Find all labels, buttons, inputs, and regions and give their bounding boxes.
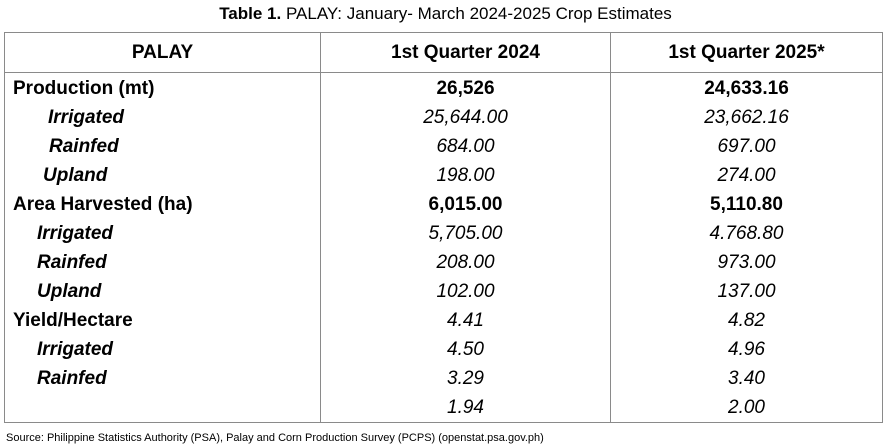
cell-q1-2025: 4.768.80 xyxy=(611,219,883,248)
cell-q1-2025: 4.96 xyxy=(611,335,883,364)
row-label: Production (mt) xyxy=(5,73,321,104)
table-row-area-rainfed xyxy=(5,248,883,277)
table-row-production xyxy=(5,73,883,104)
caption-title: PALAY: January- March 2024-2025 Crop Estimates xyxy=(281,4,672,23)
cell-q1-2024: 198.00 xyxy=(321,161,611,190)
cell-q1-2024: 208.00 xyxy=(321,248,611,277)
row-label: Irrigated xyxy=(5,103,321,132)
header-row xyxy=(5,33,883,73)
row-label xyxy=(5,393,321,423)
cell-q1-2025: 137.00 xyxy=(611,277,883,306)
cell-q1-2025: 697.00 xyxy=(611,132,883,161)
row-label: Yield/Hectare xyxy=(5,306,321,335)
table-row-area-upland xyxy=(5,277,883,306)
table-row-yield-rainfed xyxy=(5,364,883,393)
header-q1-2025: 1st Quarter 2025* xyxy=(611,33,883,73)
row-label: Irrigated xyxy=(5,335,321,364)
header-q1-2024: 1st Quarter 2024 xyxy=(321,33,611,73)
cell-q1-2025: 3.40 xyxy=(611,364,883,393)
table-caption xyxy=(0,2,891,26)
cell-q1-2025: 23,662.16 xyxy=(611,103,883,132)
caption-number: Table 1. xyxy=(219,4,282,23)
row-label: Upland xyxy=(5,161,321,190)
cell-q1-2025: 2.00 xyxy=(611,393,883,423)
crop-estimates-table xyxy=(4,32,883,423)
cell-q1-2024: 25,644.00 xyxy=(321,103,611,132)
row-label: Rainfed xyxy=(5,248,321,277)
row-label: Rainfed xyxy=(5,132,321,161)
cell-q1-2024: 5,705.00 xyxy=(321,219,611,248)
cell-q1-2024: 4.50 xyxy=(321,335,611,364)
header-palay: PALAY xyxy=(5,33,321,73)
cell-q1-2025: 4.82 xyxy=(611,306,883,335)
table-row-production-upland xyxy=(5,161,883,190)
cell-q1-2024: 6,015.00 xyxy=(321,190,611,219)
cell-q1-2024: 684.00 xyxy=(321,132,611,161)
cell-q1-2024: 3.29 xyxy=(321,364,611,393)
cell-q1-2025: 5,110.80 xyxy=(611,190,883,219)
table-row-yield xyxy=(5,306,883,335)
cell-q1-2025: 274.00 xyxy=(611,161,883,190)
table-row-yield-unlabeled xyxy=(5,393,883,423)
source-note: Source: Philippine Statistics Authority (PSA), Palay and Corn Production Survey (PCPS) (openstat.psa.gov.ph) xyxy=(6,432,544,444)
cell-q1-2024: 26,526 xyxy=(321,73,611,104)
cell-q1-2024: 1.94 xyxy=(321,393,611,423)
row-label: Area Harvested (ha) xyxy=(5,190,321,219)
cell-q1-2024: 4.41 xyxy=(321,306,611,335)
row-label: Irrigated xyxy=(5,219,321,248)
table-row-area-harvested xyxy=(5,190,883,219)
table-row-yield-irrigated xyxy=(5,335,883,364)
cell-q1-2025: 973.00 xyxy=(611,248,883,277)
cell-q1-2024: 102.00 xyxy=(321,277,611,306)
table-row-production-rainfed xyxy=(5,132,883,161)
table-row-area-irrigated xyxy=(5,219,883,248)
cell-q1-2025: 24,633.16 xyxy=(611,73,883,104)
row-label: Rainfed xyxy=(5,364,321,393)
table-row-production-irrigated xyxy=(5,103,883,132)
row-label: Upland xyxy=(5,277,321,306)
